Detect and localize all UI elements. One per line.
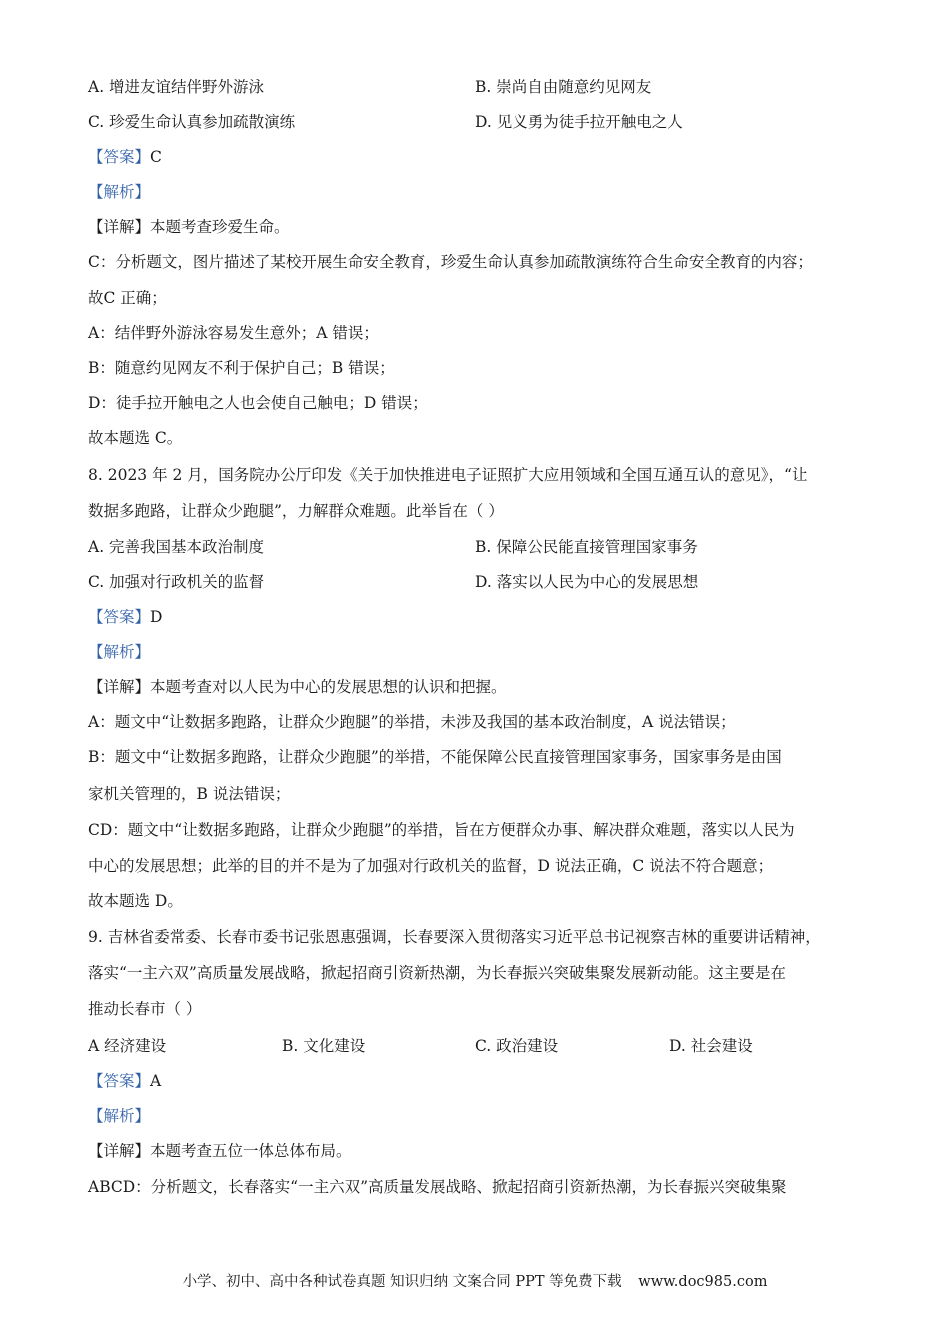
q7-detail [88, 217, 290, 237]
q8-line: 故本题选 D。 [88, 892, 183, 910]
q9-line: ABCD：分析题文，长春落实“一主六双”高质量发展战略、掀起招商引资新热潮，为长春振兴突破集聚 [88, 1178, 787, 1196]
detail-text: 本题考查五位一体总体布局。 [150, 1142, 352, 1160]
q7-answer [88, 147, 162, 167]
q8-stem: 8. 2023 年 2 月，国务院办公厅印发《关于加快推进电子证照扩大应用领域和全国互通互认的意见》，“让 [88, 466, 808, 484]
answer-value: A [150, 1072, 162, 1090]
q8-option-a: A. 完善我国基本政治制度 [88, 538, 265, 556]
q8-stem: 数据多跑路，让群众少跑腿”，力解群众难题。此举旨在（ ） [88, 502, 504, 520]
q9-option-a: A 经济建设 [88, 1037, 167, 1055]
q7-option-a: A. 增进友谊结伴野外游泳 [88, 78, 265, 96]
answer-tag: 【答案】 [88, 608, 151, 626]
q7-line: 故C 正确； [88, 289, 167, 307]
q9-option-d: D. 社会建设 [669, 1037, 753, 1055]
q8-line: 家机关管理的，B 说法错误； [88, 785, 291, 803]
analysis-tag: 【解析】 [88, 183, 151, 201]
detail-tag: 【详解】 [88, 218, 151, 236]
q9-analysis [88, 1106, 150, 1126]
q8-option-b: B. 保障公民能直接管理国家事务 [475, 538, 698, 556]
q8-option-c: C. 加强对行政机关的监督 [88, 573, 265, 591]
page-footer [0, 1270, 950, 1291]
answer-tag: 【答案】 [88, 1072, 151, 1090]
detail-text: 本题考查珍爱生命。 [150, 218, 290, 236]
q7-line: C：分析题文，图片描述了某校开展生命安全教育，珍爱生命认真参加疏散演练符合生命安全教育的内容； [88, 253, 813, 271]
detail-text: 本题考查对以人民为中心的发展思想的认识和把握。 [150, 678, 507, 696]
q9-answer [88, 1071, 161, 1091]
q9-option-b: B. 文化建设 [282, 1037, 366, 1055]
q7-line: A：结伴野外游泳容易发生意外；A 错误； [88, 324, 379, 342]
detail-tag: 【详解】 [88, 678, 151, 696]
q8-analysis [88, 642, 150, 662]
analysis-tag: 【解析】 [88, 1107, 151, 1125]
q8-answer [88, 607, 162, 627]
q7-line: D：徒手拉开触电之人也会使自己触电；D 错误； [88, 394, 428, 412]
q8-line: 中心的发展思想；此举的目的并不是为了加强对行政机关的监督，D 说法正确，C 说法不符合题意； [88, 857, 774, 875]
footer-text: 小学、初中、高中各种试卷真题 知识归纳 文案合同 PPT 等免费下载 [182, 1274, 622, 1290]
q8-detail [88, 677, 507, 697]
answer-value: C [150, 148, 162, 166]
q7-line: B：随意约见网友不利于保护自己；B 错误； [88, 359, 395, 377]
q7-option-c: C. 珍爱生命认真参加疏散演练 [88, 113, 296, 131]
analysis-tag: 【解析】 [88, 643, 151, 661]
q8-option-d: D. 落实以人民为中心的发展思想 [475, 573, 699, 591]
q7-option-d: D. 见义勇为徒手拉开触电之人 [475, 113, 683, 131]
q9-stem: 推动长春市（ ） [88, 1000, 202, 1018]
q8-line: B：题文中“让数据多跑路，让群众少跑腿”的举措，不能保障公民直接管理国家事务，国家事务是由国 [88, 748, 782, 766]
q8-line: CD：题文中“让数据多跑路，让群众少跑腿”的举措，旨在方便群众办事、解决群众难题，落实以人民为 [88, 821, 795, 839]
q9-stem: 落实“一主六双”高质量发展战略，掀起招商引资新热潮，为长春振兴突破集聚发展新动能。这主要是在 [88, 964, 786, 982]
q7-analysis [88, 182, 150, 202]
footer-url[interactable]: www.doc985.com [638, 1274, 768, 1290]
q9-detail [88, 1141, 352, 1161]
q7-line: 故本题选 C。 [88, 429, 183, 447]
q9-option-c: C. 政治建设 [475, 1037, 559, 1055]
answer-value: D [150, 608, 163, 626]
q9-stem: 9. 吉林省委常委、长春市委书记张恩惠强调，长春要深入贯彻落实习近平总书记视察吉林的重要讲话精神， [88, 928, 821, 946]
q7-option-b: B. 崇尚自由随意约见网友 [475, 78, 652, 96]
q8-line: A：题文中“让数据多跑路，让群众少跑腿”的举措，未涉及我国的基本政治制度，A 说法错误； [88, 713, 736, 731]
detail-tag: 【详解】 [88, 1142, 151, 1160]
answer-tag: 【答案】 [88, 148, 151, 166]
